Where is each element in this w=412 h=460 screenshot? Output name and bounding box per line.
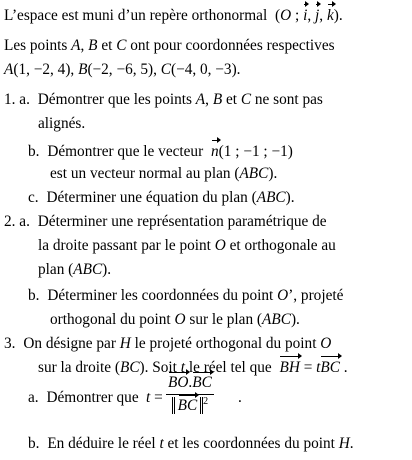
question-3b-line <box>28 432 354 456</box>
question-2a-text-2: la droite passant par le point O et orthogonale au <box>38 237 336 254</box>
question-3a-line <box>28 386 139 410</box>
vector-equation: BH = tBC . <box>279 359 347 376</box>
question-1c-text: Déterminer une équation du plan (ABC). <box>46 189 295 206</box>
formula-numerator: BO.BC <box>166 372 214 395</box>
question-1b-text: Démontrer que le vecteur <box>47 143 204 160</box>
frame-notation: (O ; i, j, k). <box>275 7 343 24</box>
question-3-line-1 <box>4 332 331 356</box>
intro-line-1 <box>4 4 343 28</box>
question-1c-line <box>28 186 295 210</box>
question-1b-number: b. <box>28 143 40 160</box>
question-1a-line-1 <box>4 88 323 112</box>
question-1b-line-1 <box>28 140 293 164</box>
question-1b-line-2 <box>50 162 277 186</box>
intro-text-1: L’espace est muni d’un repère orthonormal <box>4 7 268 24</box>
question-3b-text: En déduire le réel t et les coordonnées du point H. <box>47 435 354 452</box>
formula-period: . <box>238 389 242 406</box>
question-3b-number: b. <box>28 435 40 452</box>
question-3a-text: Démontrer que <box>46 389 139 406</box>
question-2b-number: b. <box>28 287 40 304</box>
question-1c-number: c. <box>28 189 39 206</box>
formula-fraction <box>166 372 214 417</box>
question-3a-number: a. <box>28 389 39 406</box>
question-2b-text-2: orthogonal du point O sur le plan (ABC). <box>50 311 300 328</box>
question-2a-number: 2. a. <box>4 213 30 230</box>
question-2b-line-1 <box>28 284 343 308</box>
intro-line-2 <box>4 34 335 58</box>
question-3-text: On désigne par H le projeté orthogonal du point O <box>23 335 332 352</box>
question-3-text-2: sur la droite (BC). Soit t le réel tel que <box>38 359 272 376</box>
question-2a-line-3 <box>38 258 111 282</box>
question-2a-line-2 <box>38 234 336 258</box>
question-1a-number: 1. a. <box>4 91 30 108</box>
question-2a-line-1 <box>4 210 327 234</box>
formula-denominator: BC $^2$ <box>166 395 214 417</box>
question-2b-text: Déterminer les coordonnées du point O’, projeté <box>47 287 344 304</box>
question-2a-text-3: plan (ABC). <box>38 261 112 278</box>
intro-text-2: Les points A, B et C ont pour coordonnées respectives <box>4 37 335 54</box>
points-coordinates: A(1, −2, 4), B(−2, −6, 5), C(−4, 0, −3). <box>4 61 241 78</box>
normal-vector: n(1 ; −1 ; −1) <box>211 143 293 160</box>
formula-t-lhs: t = <box>146 389 163 406</box>
question-2a-text: Déterminer une représentation paramétrique de <box>37 213 327 230</box>
intro-line-3 <box>4 58 241 82</box>
question-1a-text-2: alignés. <box>38 115 86 132</box>
question-2b-line-2 <box>50 308 300 332</box>
question-1a-text: Démontrer que les points A, B et C ne sont pas <box>37 91 323 108</box>
question-1a-line-2 <box>38 112 85 136</box>
question-1b-text-2: est un vecteur normal au plan (ABC). <box>50 165 278 182</box>
question-3-number: 3. <box>4 335 16 352</box>
